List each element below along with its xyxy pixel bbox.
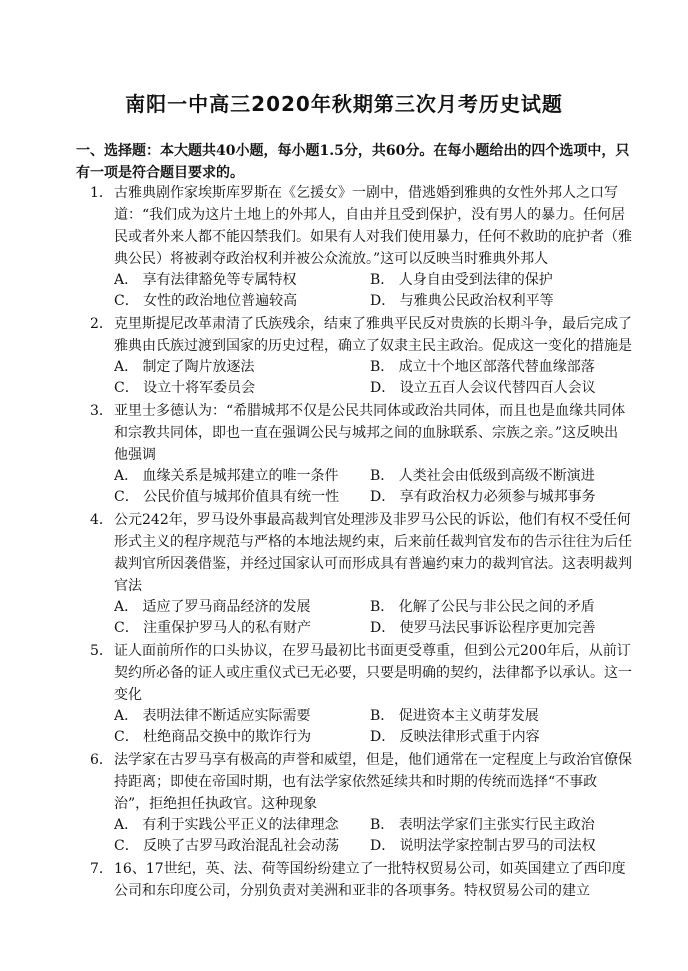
question-number: 5． — [90, 643, 113, 659]
option-b: B． 成立十个地区部落代替血缘部落 — [370, 359, 595, 375]
option-c: C． 女性的政治地位普遍较高 — [114, 293, 298, 309]
option-a: A． 享有法律豁免等专属特权 — [114, 272, 297, 288]
question-stem: 亚里士多德认为：“希腊城邦不仅是公民共同体或政治共同体，而且也是血缘共同体和宗教共同体，即也一直在强调公民与城邦之间的血脉联系、宗族之亲。”这反映出他强调 — [114, 403, 626, 463]
question-stem: 法学家在古罗马享有极高的声誉和威望，但是，他们通常在一定程度上与政治官僚保持距离；即使在帝国时期，也有法学家依然延续共和时期的传统而选择“不事政治”，拒绝担任执政官。这种现象 — [114, 752, 632, 812]
option-grid — [114, 815, 632, 857]
option-grid — [114, 270, 632, 312]
question-stem: 16、17世纪，英、法、荷等国纷纷建立了一批特权贸易公司，如英国建立了西印度公司和东印度公司，分别负责对美洲和亚非的各项事务。特权贸易公司的建立 — [114, 861, 626, 899]
question-number: 7． — [90, 861, 113, 877]
option-b: B． 化解了公民与非公民之间的矛盾 — [370, 599, 595, 615]
option-grid — [114, 466, 632, 508]
question-1 — [90, 182, 632, 312]
question-number: 2． — [90, 316, 113, 332]
question-number: 6． — [90, 752, 113, 768]
option-a: A． 有利于实践公平正义的法律理念 — [114, 817, 339, 833]
option-grid — [114, 706, 632, 748]
question-number: 4． — [90, 512, 113, 528]
option-a: A． 适应了罗马商品经济的发展 — [114, 599, 311, 615]
question-5 — [90, 640, 632, 748]
option-a: A． 表明法律不断适应实际需要 — [114, 708, 311, 724]
option-grid — [114, 597, 632, 639]
question-stem: 证人面前所作的口头协议，在罗马最初比书面更受尊重，但到公元200年后，从前订契约所必备的证人或庄重仪式已无必要，只要是明确的契约，法律都予以承认。这一变化 — [114, 643, 632, 703]
question-stem: 公元242年，罗马设外事最高裁判官处理涉及非罗马公民的诉讼，他们有权不受任何形式主义的程序规范与严格的本地法规约束，后来前任裁判官发布的告示往往为后任裁判官所因袭借鉴，并经过国家认可而形成具有普遍约束力的裁判官法。这表明裁判官法 — [114, 512, 632, 594]
section-heading: 一、选择题：本大题共40小题，每小题1.5分，共60分。在每小题给出的四个选项中，只有一项是符合题目要求的。 — [76, 143, 630, 181]
option-d: D． 享有政治权力必须参与城邦事务 — [370, 489, 596, 505]
option-b: B． 表明法学家们主张实行民主政治 — [370, 817, 595, 833]
question-3 — [90, 400, 632, 508]
exam-title: 南阳一中高三2020年秋期第三次月考历史试题 — [125, 92, 563, 116]
option-c: C． 反映了古罗马政治混乱社会动荡 — [114, 838, 340, 854]
option-a: A． 制定了陶片放逐法 — [114, 359, 255, 375]
option-d: D． 设立五百人会议代替四百人会议 — [370, 380, 596, 396]
option-c: C． 设立十将军委员会 — [114, 380, 256, 396]
option-grid — [114, 357, 632, 399]
question-number: 1． — [90, 185, 113, 201]
option-b: B． 人类社会由低级到高级不断演进 — [370, 468, 595, 484]
option-c: C． 注重保护罗马人的私有财产 — [114, 620, 312, 636]
option-d: D． 反映法律形式重于内容 — [370, 729, 540, 745]
question-stem: 克里斯提尼改革肃清了氏族残余，结束了雅典平民反对贵族的长期斗争，最后完成了雅典由氏族过渡到国家的历史过程，确立了奴隶主民主政治。促成这一变化的措施是 — [114, 316, 632, 354]
option-c: C． 杜绝商品交换中的欺诈行为 — [114, 729, 312, 745]
question-4 — [90, 509, 632, 639]
question-7 — [90, 858, 632, 902]
option-b: B． 促进资本主义萌芽发展 — [370, 708, 539, 724]
option-d: D． 与雅典公民政治权利平等 — [370, 293, 554, 309]
question-2 — [90, 313, 632, 399]
question-number: 3． — [90, 403, 113, 419]
option-b: B． 人身自由受到法律的保护 — [370, 272, 553, 288]
question-stem: 古雅典剧作家埃斯库罗斯在《乞援女》一剧中，借逃婚到雅典的女性外邦人之口写道：“我们成为这片土地上的外邦人，自由并且受到保护，没有男人的暴力。任何居民或者外来人都不能囚禁我们。如果有人对我们使用暴力，任何不救助的庇护者（雅典公民）将被剥夺政治权利并被公众流放。”这可以反映当时雅典外邦人 — [114, 185, 632, 267]
option-c: C． 公民价值与城邦价值具有统一性 — [114, 489, 340, 505]
question-list — [90, 182, 632, 903]
question-6 — [90, 749, 632, 857]
option-d: D． 说明法学家控制古罗马的司法权 — [370, 838, 596, 854]
option-a: A． 血缘关系是城邦建立的唯一条件 — [114, 468, 339, 484]
option-d: D． 使罗马法民事诉讼程序更加完善 — [370, 620, 596, 636]
